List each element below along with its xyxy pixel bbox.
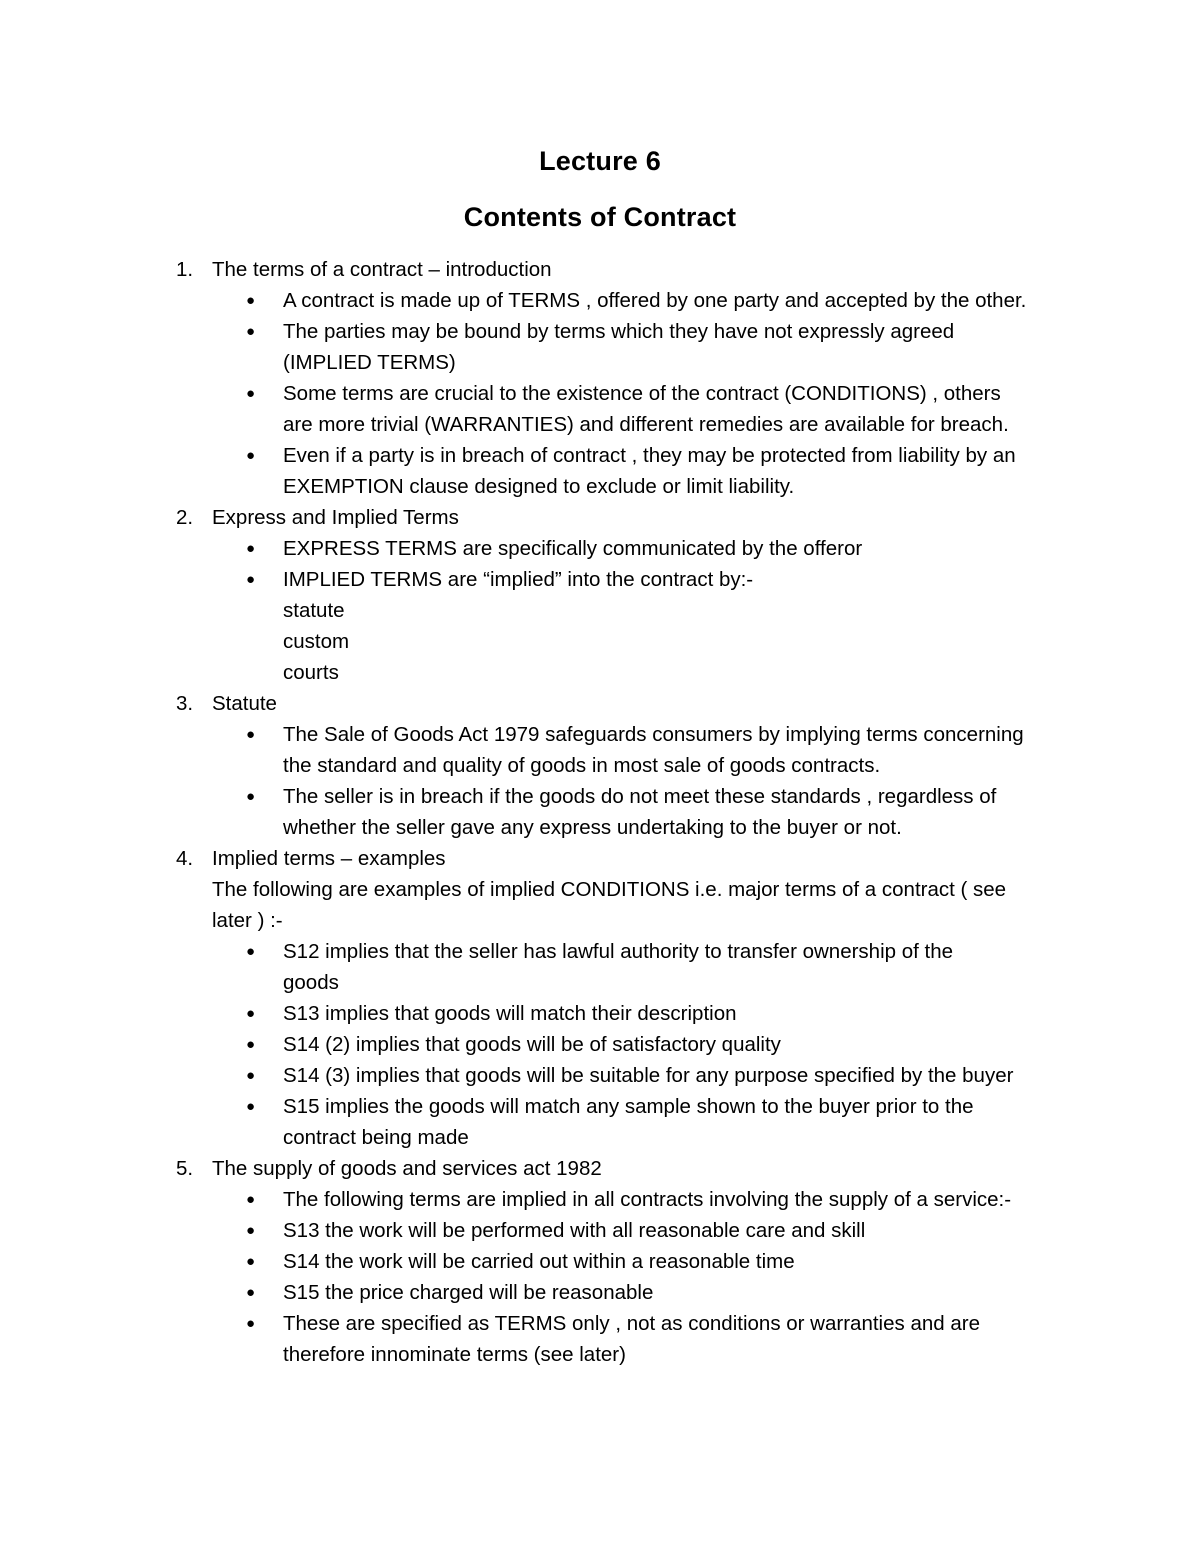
bullet-line xyxy=(0,812,1200,843)
list-item xyxy=(0,1308,1200,1370)
bullet-icon: ● xyxy=(246,1253,256,1270)
list-item xyxy=(0,564,1200,688)
bullet-icon: ● xyxy=(246,1315,256,1332)
bullet-line xyxy=(0,1029,1200,1060)
list-item xyxy=(0,936,1200,998)
section-heading-line xyxy=(0,688,1200,719)
bullet-text: S15 the price charged will be reasonable xyxy=(283,1281,654,1304)
section-number: 3. xyxy=(176,692,194,715)
bullet-icon: ● xyxy=(246,943,256,960)
bullet-text: the standard and quality of goods in most sale of goods contracts. xyxy=(283,754,881,777)
bullet-text: S14 (2) implies that goods will be of satisfactory quality xyxy=(283,1033,781,1056)
list-item xyxy=(0,1060,1200,1091)
list-item xyxy=(0,998,1200,1029)
bullet-icon: ● xyxy=(246,1098,256,1115)
bullet-text: S15 implies the goods will match any sample shown to the buyer prior to the xyxy=(283,1095,974,1118)
list-item xyxy=(0,1029,1200,1060)
bullet-icon: ● xyxy=(246,292,256,309)
list-item xyxy=(0,533,1200,564)
section-intro-text: later ) :- xyxy=(212,909,283,932)
section-heading: The terms of a contract – introduction xyxy=(212,258,552,281)
bullet-text: contract being made xyxy=(283,1126,469,1149)
bullet-text: goods xyxy=(283,971,339,994)
bullet-icon: ● xyxy=(246,447,256,464)
bullet-line xyxy=(0,626,1200,657)
section-heading-line xyxy=(0,843,1200,874)
bullet-text: are more trivial (WARRANTIES) and different remedies are available for breach. xyxy=(283,413,1009,436)
section-number: 5. xyxy=(176,1157,194,1180)
bullet-line xyxy=(0,781,1200,812)
bullet-icon: ● xyxy=(246,1222,256,1239)
bullet-text: whether the seller gave any express undertaking to the buyer or not. xyxy=(283,816,902,839)
list-item xyxy=(0,285,1200,316)
list-item xyxy=(0,316,1200,378)
section-number: 2. xyxy=(176,506,194,529)
bullet-text: S13 implies that goods will match their description xyxy=(283,1002,737,1025)
bullet-text: S13 the work will be performed with all reasonable care and skill xyxy=(283,1219,866,1242)
page-title: Contents of Contract xyxy=(463,202,737,232)
bullet-line xyxy=(0,998,1200,1029)
section-number: 1. xyxy=(176,258,194,281)
section-4 xyxy=(0,843,1200,1153)
bullet-icon: ● xyxy=(246,788,256,805)
list-item xyxy=(0,1215,1200,1246)
lecture-number: Lecture 6 xyxy=(539,146,661,176)
bullet-text: The Sale of Goods Act 1979 safeguards consumers by implying terms concerning xyxy=(283,723,1024,746)
bullet-line xyxy=(0,1246,1200,1277)
bullet-line xyxy=(0,564,1200,595)
section-heading: The supply of goods and services act 1982 xyxy=(212,1157,602,1180)
bullet-icon: ● xyxy=(246,571,256,588)
bullet-line xyxy=(0,1339,1200,1370)
bullet-line xyxy=(0,285,1200,316)
bullet-icon: ● xyxy=(246,1036,256,1053)
bullet-line xyxy=(0,936,1200,967)
bullet-icon: ● xyxy=(246,1191,256,1208)
bullet-text: Some terms are crucial to the existence of the contract (CONDITIONS) , others xyxy=(283,382,1001,405)
section-number: 4. xyxy=(176,847,194,870)
bullet-line xyxy=(0,750,1200,781)
bullet-line xyxy=(0,440,1200,471)
bullet-line xyxy=(0,533,1200,564)
bullet-line xyxy=(0,1060,1200,1091)
bullet-text: Even if a party is in breach of contract , they may be protected from liability by an xyxy=(283,444,1016,467)
bullet-text: courts xyxy=(283,661,339,684)
list-item xyxy=(0,1246,1200,1277)
section-heading: Express and Implied Terms xyxy=(212,506,459,529)
lecture-content xyxy=(0,254,1200,1370)
bullet-text: The seller is in breach if the goods do not meet these standards , regardless of xyxy=(283,785,997,808)
bullet-icon: ● xyxy=(246,1067,256,1084)
list-item xyxy=(0,781,1200,843)
list-item xyxy=(0,378,1200,440)
bullet-icon: ● xyxy=(246,323,256,340)
list-item xyxy=(0,719,1200,781)
bullet-line xyxy=(0,471,1200,502)
list-item xyxy=(0,440,1200,502)
bullet-text: custom xyxy=(283,630,350,653)
section-5 xyxy=(0,1153,1200,1370)
bullet-text: The following terms are implied in all contracts involving the supply of a service:- xyxy=(283,1188,1012,1211)
bullet-icon: ● xyxy=(246,540,256,557)
bullet-line xyxy=(0,347,1200,378)
bullet-line xyxy=(0,595,1200,626)
section-heading: Implied terms – examples xyxy=(212,847,446,870)
bullet-icon: ● xyxy=(246,1005,256,1022)
bullet-text: therefore innominate terms (see later) xyxy=(283,1343,626,1366)
bullet-line xyxy=(0,378,1200,409)
list-item xyxy=(0,1277,1200,1308)
section-intro-line xyxy=(0,905,1200,936)
section-heading-line xyxy=(0,1153,1200,1184)
bullet-text: The parties may be bound by terms which they have not expressly agreed xyxy=(283,320,955,343)
bullet-text: A contract is made up of TERMS , offered by one party and accepted by the other. xyxy=(283,289,1027,312)
bullet-text: IMPLIED TERMS are “implied” into the contract by:- xyxy=(283,568,754,591)
section-intro-line xyxy=(0,874,1200,905)
bullet-line xyxy=(0,657,1200,688)
bullet-line xyxy=(0,1122,1200,1153)
bullet-line xyxy=(0,409,1200,440)
bullet-text: These are specified as TERMS only , not as conditions or warranties and are xyxy=(283,1312,980,1335)
bullet-line xyxy=(0,1308,1200,1339)
bullet-icon: ● xyxy=(246,726,256,743)
bullet-text: (IMPLIED TERMS) xyxy=(283,351,456,374)
bullet-line xyxy=(0,1091,1200,1122)
section-2 xyxy=(0,502,1200,688)
section-heading-line xyxy=(0,502,1200,533)
bullet-text: S14 the work will be carried out within a reasonable time xyxy=(283,1250,795,1273)
section-intro-text: The following are examples of implied CONDITIONS i.e. major terms of a contract ( see xyxy=(212,878,1007,901)
list-item xyxy=(0,1184,1200,1215)
bullet-icon: ● xyxy=(246,1284,256,1301)
section-heading: Statute xyxy=(212,692,277,715)
list-item xyxy=(0,1091,1200,1153)
bullet-text: S14 (3) implies that goods will be suitable for any purpose specified by the buyer xyxy=(283,1064,1014,1087)
section-1 xyxy=(0,254,1200,502)
bullet-line xyxy=(0,967,1200,998)
bullet-line xyxy=(0,1215,1200,1246)
bullet-text: EXPRESS TERMS are specifically communicated by the offeror xyxy=(283,537,863,560)
section-3 xyxy=(0,688,1200,843)
bullet-text: S12 implies that the seller has lawful authority to transfer ownership of the xyxy=(283,940,954,963)
section-heading-line xyxy=(0,254,1200,285)
bullet-icon: ● xyxy=(246,385,256,402)
bullet-line xyxy=(0,719,1200,750)
bullet-line xyxy=(0,1184,1200,1215)
bullet-line xyxy=(0,316,1200,347)
bullet-text: statute xyxy=(283,599,345,622)
bullet-line xyxy=(0,1277,1200,1308)
bullet-text: EXEMPTION clause designed to exclude or limit liability. xyxy=(283,475,795,498)
